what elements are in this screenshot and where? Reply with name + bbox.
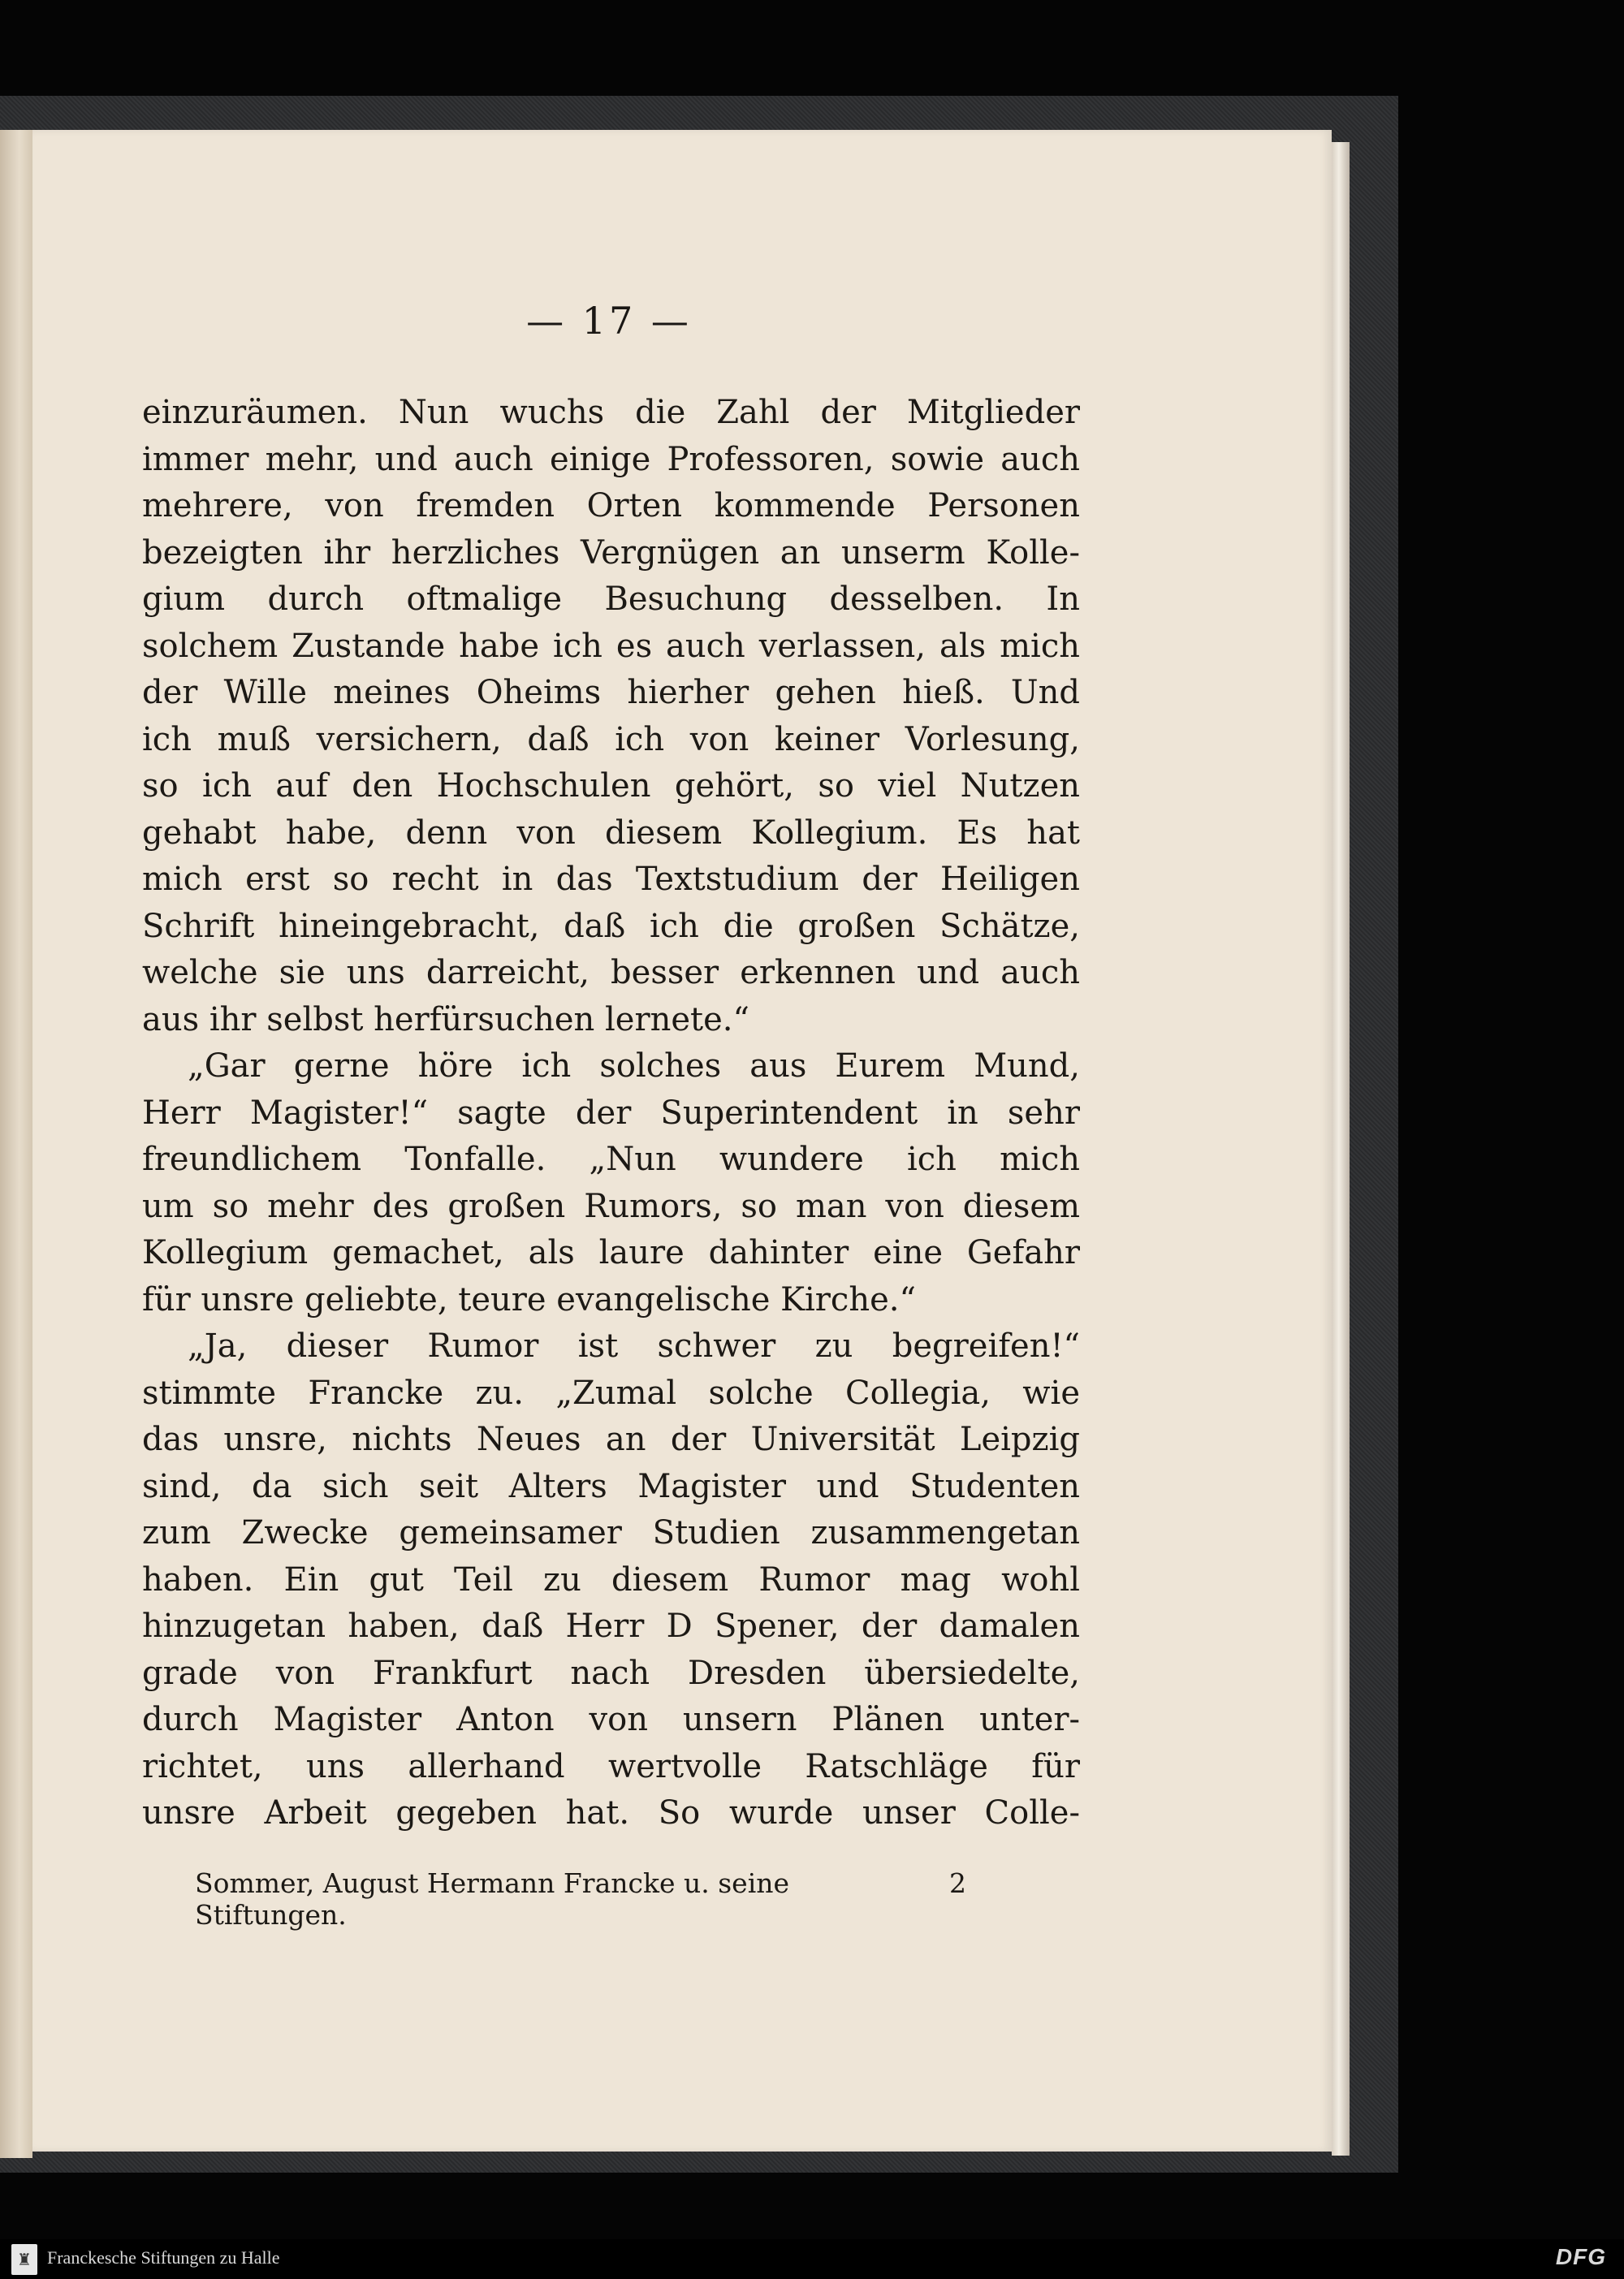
text-line: sind, da sich seit Alters Magister und Studenten	[142, 1467, 1080, 1505]
text-line: bezeigten ihr herzliches Vergnügen an unserm Kolle-	[142, 533, 1080, 572]
institution-logo-icon: ♜	[11, 2244, 37, 2275]
text-line: haben. Ein gut Teil zu diesem Rumor mag wohl	[142, 1560, 1080, 1599]
page-number: — 17 —	[526, 299, 692, 343]
text-line: grade von Frankfurt nach Dresden übersiedelte,	[142, 1654, 1080, 1692]
facing-page-edge	[0, 130, 32, 2158]
text-line: mehrere, von fremden Orten kommende Personen	[142, 487, 1080, 524]
text-line: freundlichem Tonfalle. „Nun wundere ich mich	[142, 1141, 1080, 1178]
text-line: hinzugetan haben, daß Herr D Spener, der damalen	[142, 1608, 1080, 1645]
text-line: aus ihr selbst herfürsuchen lernete.“	[142, 1000, 749, 1038]
text-line: zum Zwecke gemeinsamer Studien zusammengetan	[142, 1514, 1080, 1552]
text-line: ich muß versichern, daß ich von keiner Vorlesung,	[142, 720, 1080, 758]
text-line: Schrift hineingebracht, daß ich die großen Schätze,	[142, 907, 1080, 945]
text-line: Herr Magister!“ sagte der Superintendent in sehr	[142, 1094, 1080, 1132]
text-line: immer mehr, und auch einige Professoren, sowie auch	[142, 440, 1080, 478]
text-line: stimmte Francke zu. „Zumal solche Collegia, wie	[142, 1374, 1080, 1412]
signature-mark: 2	[949, 1867, 966, 1899]
text-line: gehabt habe, denn von diesem Kollegium. Es hat	[142, 814, 1080, 852]
text-line: der Wille meines Oheims hierher gehen hieß. Und	[142, 674, 1080, 711]
text-line: um so mehr des großen Rumors, so man von diesem	[142, 1187, 1080, 1225]
institution-name: Franckesche Stiftungen zu Halle	[47, 2247, 280, 2268]
page-footer	[195, 1867, 966, 1931]
text-line: unsre Arbeit gegeben hat. So wurde unser Colle-	[142, 1794, 1080, 1832]
text-line: gium durch oftmalige Besuchung desselben. In	[142, 581, 1080, 618]
body-text	[142, 390, 1080, 1837]
page-edge	[1332, 142, 1350, 2156]
text-line: mich erst so recht in das Textstudium der Heiligen	[142, 861, 1080, 898]
text-line: welche sie uns darreicht, besser erkennen und auch	[142, 954, 1080, 991]
text-line: einzuräumen. Nun wuchs die Zahl der Mitglieder	[142, 394, 1080, 431]
text-line: für unsre geliebte, teure evangelische Kirche.“	[142, 1280, 916, 1319]
text-line: das unsre, nichts Neues an der Universität Leipzig	[142, 1421, 1080, 1458]
text-line: richtet, uns allerhand wertvolle Ratschläge für	[142, 1747, 1080, 1785]
text-line: so ich auf den Hochschulen gehört, so viel Nutzen	[142, 767, 1080, 805]
dfg-logo: DFG	[1555, 2244, 1606, 2269]
text-line: „Ja, dieser Rumor ist schwer zu begreifen!“	[188, 1327, 1080, 1365]
text-line: solchem Zustande habe ich es auch verlassen, als mich	[142, 627, 1080, 665]
text-line: „Gar gerne höre ich solches aus Eurem Mund,	[188, 1047, 1080, 1085]
text-line: Kollegium gemachet, als laure dahinter eine Gefahr	[142, 1234, 1080, 1271]
text-line: durch Magister Anton von unsern Plänen unter-	[142, 1701, 1080, 1738]
footer-title: Sommer, August Hermann Francke u. seine Stiftungen.	[195, 1867, 790, 1931]
